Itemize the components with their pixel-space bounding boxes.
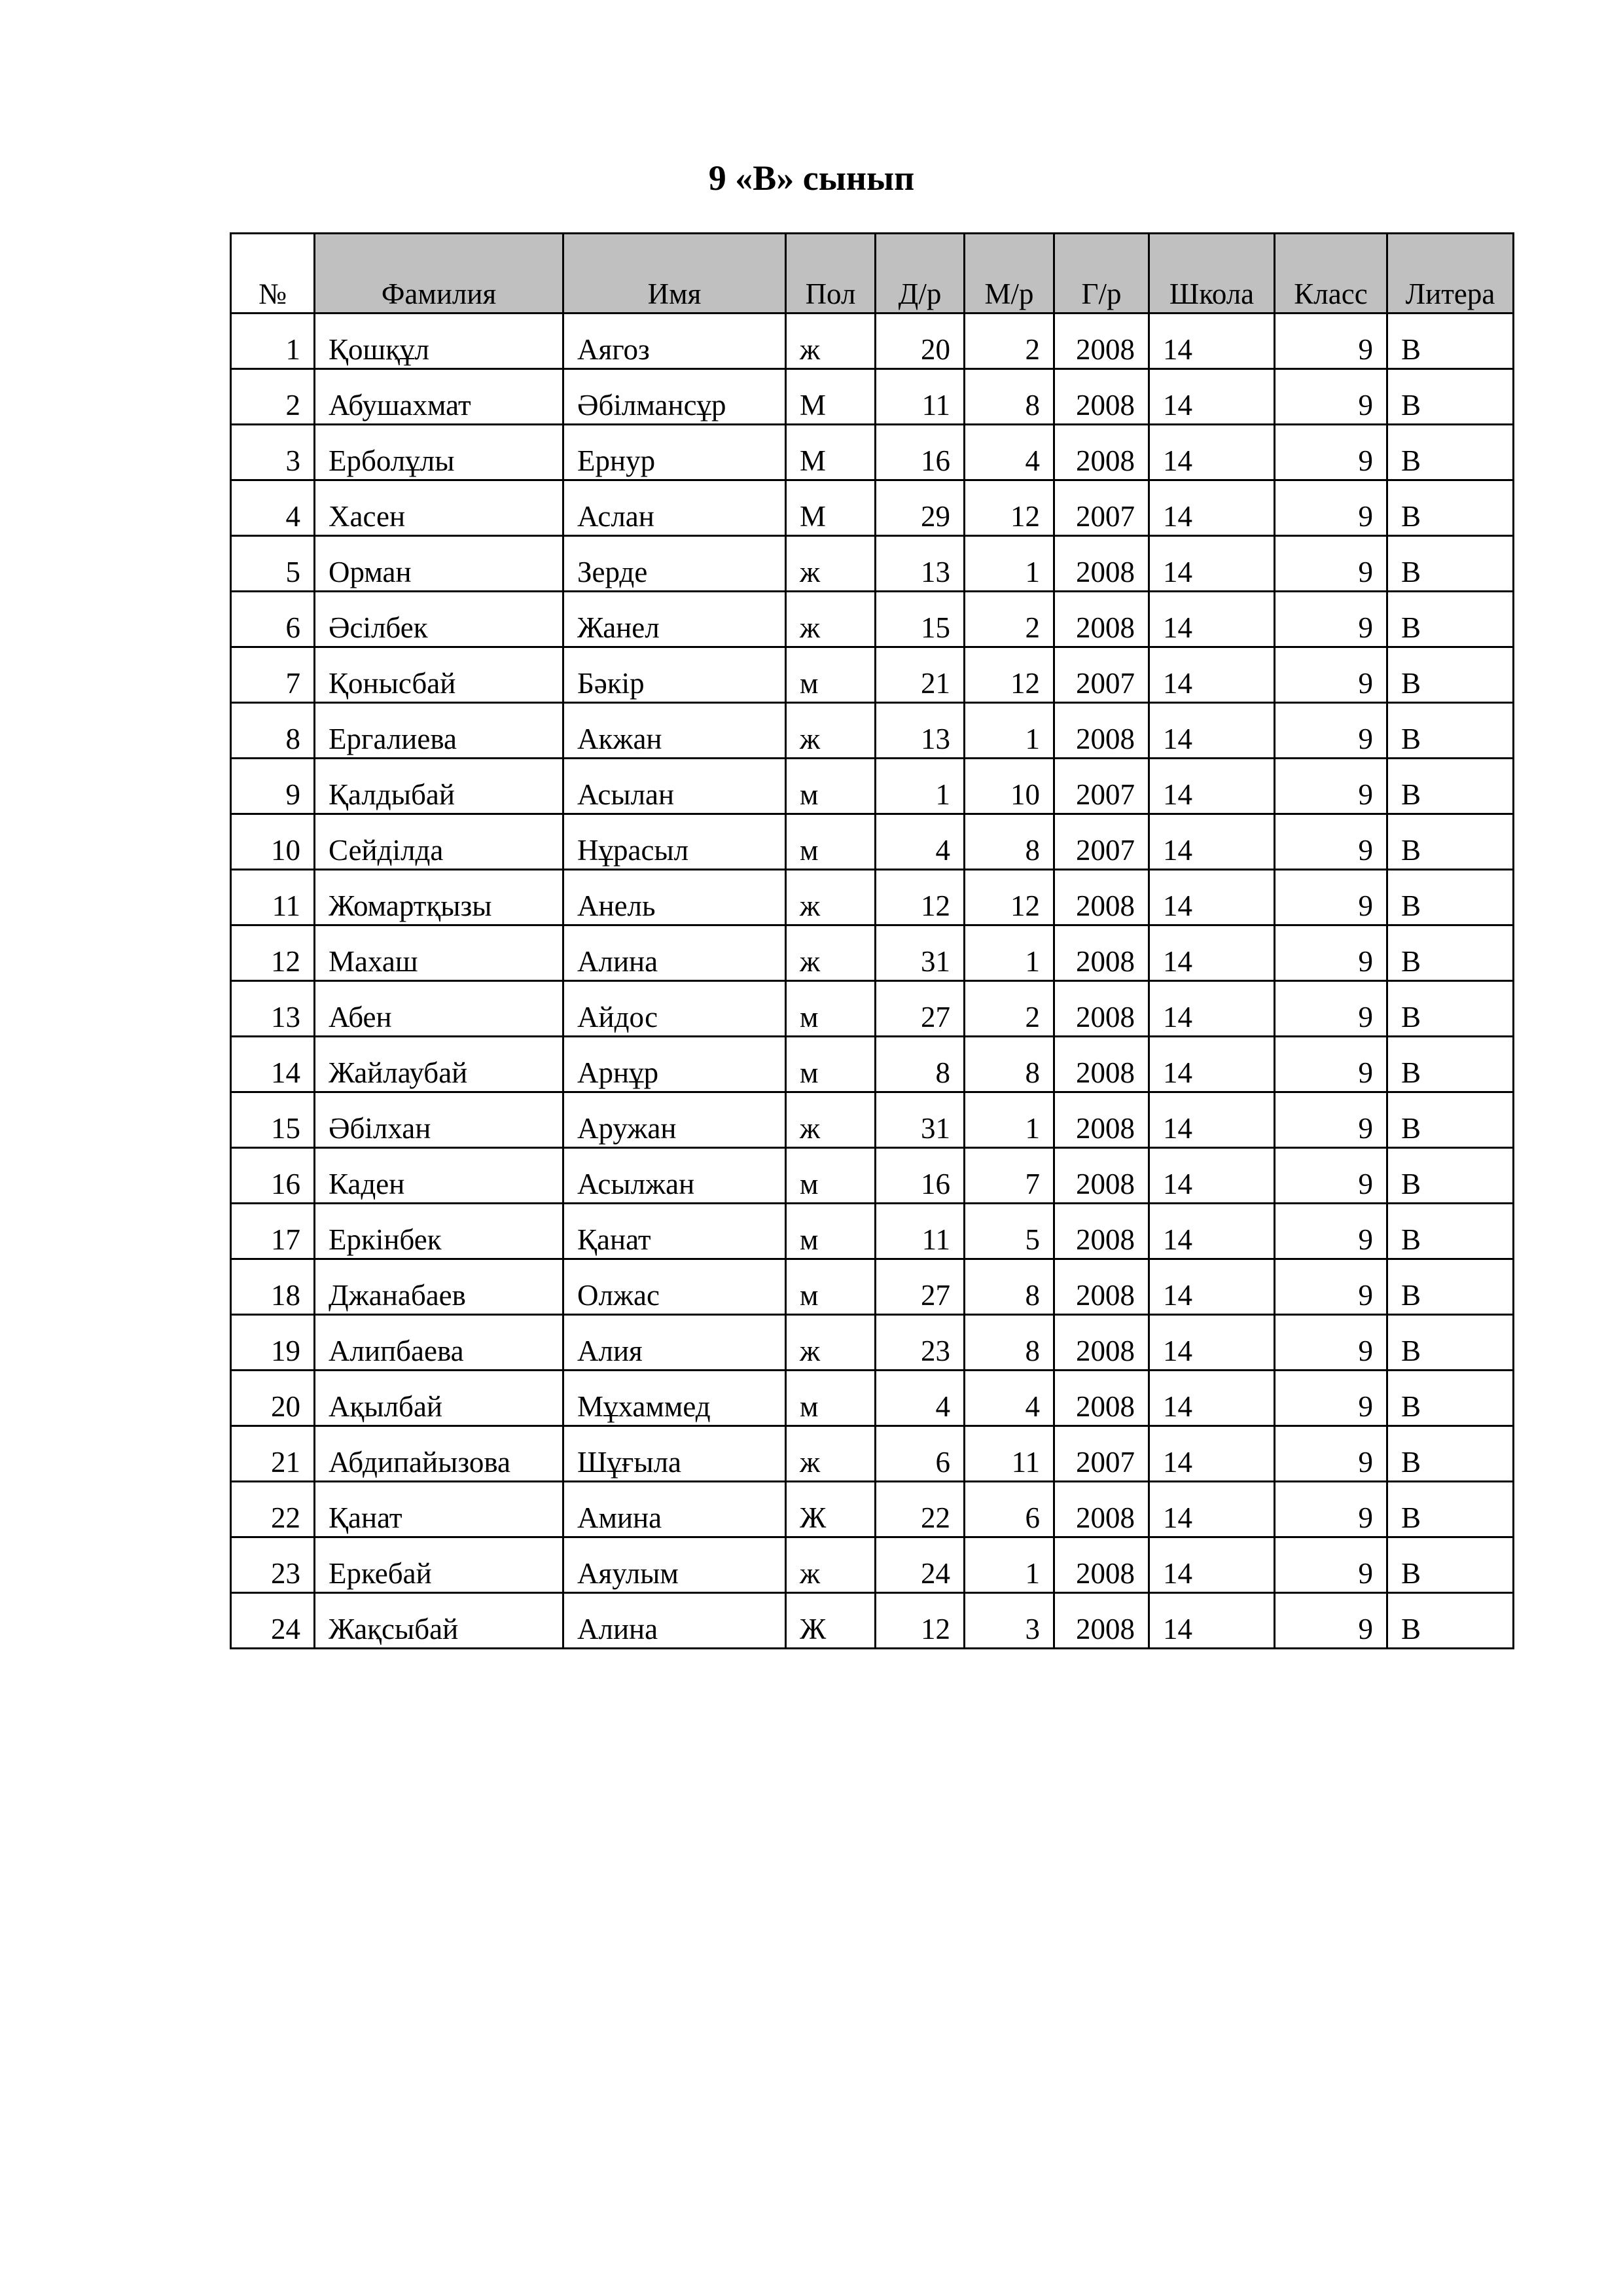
table-row [231, 536, 1514, 592]
cell-birth-month: 1 [965, 703, 1054, 759]
cell-surname: Қанат [315, 1482, 563, 1537]
cell-name: Олжас [563, 1259, 786, 1315]
cell-number: 7 [231, 647, 315, 703]
cell-school: 14 [1149, 925, 1275, 981]
cell-gender: ж [786, 536, 876, 592]
cell-letter: В [1387, 425, 1514, 480]
cell-class: 9 [1275, 1148, 1387, 1204]
cell-name: Аслан [563, 480, 786, 536]
cell-letter: В [1387, 1482, 1514, 1537]
cell-letter: В [1387, 981, 1514, 1037]
cell-gender: м [786, 1204, 876, 1259]
cell-letter: В [1387, 1259, 1514, 1315]
cell-birth-day: 13 [876, 703, 965, 759]
cell-name: Алина [563, 1593, 786, 1649]
column-header-birth-year: Г/р [1054, 234, 1149, 314]
cell-class: 9 [1275, 480, 1387, 536]
cell-class: 9 [1275, 1371, 1387, 1426]
cell-gender: м [786, 1371, 876, 1426]
cell-birth-year: 2008 [1054, 592, 1149, 647]
cell-class: 9 [1275, 1315, 1387, 1371]
cell-birth-year: 2008 [1054, 314, 1149, 369]
cell-birth-year: 2008 [1054, 1593, 1149, 1649]
cell-gender: ж [786, 592, 876, 647]
cell-surname: Сейділда [315, 814, 563, 870]
cell-letter: В [1387, 1148, 1514, 1204]
cell-surname: Алипбаева [315, 1315, 563, 1371]
cell-birth-year: 2007 [1054, 1426, 1149, 1482]
table-body [231, 314, 1514, 1649]
cell-letter: В [1387, 925, 1514, 981]
cell-birth-year: 2008 [1054, 1482, 1149, 1537]
cell-birth-year: 2008 [1054, 1092, 1149, 1148]
cell-birth-month: 8 [965, 814, 1054, 870]
cell-birth-day: 24 [876, 1537, 965, 1593]
cell-birth-day: 1 [876, 759, 965, 814]
cell-surname: Махаш [315, 925, 563, 981]
cell-birth-year: 2008 [1054, 925, 1149, 981]
cell-birth-year: 2008 [1054, 870, 1149, 925]
cell-birth-day: 13 [876, 536, 965, 592]
table-row [231, 870, 1514, 925]
cell-birth-year: 2008 [1054, 425, 1149, 480]
cell-gender: м [786, 759, 876, 814]
cell-birth-month: 8 [965, 1315, 1054, 1371]
cell-class: 9 [1275, 814, 1387, 870]
cell-name: Аружан [563, 1092, 786, 1148]
cell-birth-month: 1 [965, 1537, 1054, 1593]
cell-name: Арнұр [563, 1037, 786, 1092]
cell-school: 14 [1149, 1593, 1275, 1649]
cell-name: Айдос [563, 981, 786, 1037]
cell-name: Ернур [563, 425, 786, 480]
cell-class: 9 [1275, 425, 1387, 480]
cell-name: Зерде [563, 536, 786, 592]
cell-letter: В [1387, 1426, 1514, 1482]
page-title: 9 «В» сынып [708, 158, 915, 198]
cell-name: Қанат [563, 1204, 786, 1259]
cell-number: 11 [231, 870, 315, 925]
cell-birth-year: 2007 [1054, 647, 1149, 703]
cell-class: 9 [1275, 1426, 1387, 1482]
cell-surname: Абен [315, 981, 563, 1037]
cell-gender: м [786, 647, 876, 703]
cell-school: 14 [1149, 1371, 1275, 1426]
cell-gender: ж [786, 1426, 876, 1482]
table-row [231, 480, 1514, 536]
cell-school: 14 [1149, 536, 1275, 592]
cell-gender: ж [786, 314, 876, 369]
cell-school: 14 [1149, 759, 1275, 814]
cell-letter: В [1387, 536, 1514, 592]
cell-number: 10 [231, 814, 315, 870]
cell-name: Амина [563, 1482, 786, 1537]
cell-class: 9 [1275, 981, 1387, 1037]
table-row [231, 981, 1514, 1037]
cell-number: 17 [231, 1204, 315, 1259]
column-header-school: Школа [1149, 234, 1275, 314]
cell-class: 9 [1275, 647, 1387, 703]
cell-school: 14 [1149, 1092, 1275, 1148]
cell-birth-month: 2 [965, 314, 1054, 369]
cell-birth-month: 8 [965, 1037, 1054, 1092]
cell-number: 24 [231, 1593, 315, 1649]
cell-gender: м [786, 1259, 876, 1315]
cell-number: 20 [231, 1371, 315, 1426]
cell-birth-month: 7 [965, 1148, 1054, 1204]
table-row [231, 703, 1514, 759]
cell-school: 14 [1149, 1482, 1275, 1537]
cell-name: Асылжан [563, 1148, 786, 1204]
cell-number: 6 [231, 592, 315, 647]
cell-name: Алина [563, 925, 786, 981]
cell-school: 14 [1149, 1148, 1275, 1204]
cell-birth-year: 2008 [1054, 1204, 1149, 1259]
cell-birth-day: 31 [876, 925, 965, 981]
table-row [231, 1593, 1514, 1649]
cell-gender: м [786, 1148, 876, 1204]
cell-gender: М [786, 425, 876, 480]
cell-class: 9 [1275, 592, 1387, 647]
cell-birth-day: 27 [876, 1259, 965, 1315]
cell-surname: Әсілбек [315, 592, 563, 647]
cell-letter: В [1387, 1092, 1514, 1148]
cell-birth-day: 12 [876, 1593, 965, 1649]
cell-gender: м [786, 1037, 876, 1092]
table-row [231, 925, 1514, 981]
table-header-row [231, 234, 1514, 314]
cell-school: 14 [1149, 1537, 1275, 1593]
cell-class: 9 [1275, 925, 1387, 981]
table-row [231, 425, 1514, 480]
cell-surname: Хасен [315, 480, 563, 536]
cell-surname: Жомартқызы [315, 870, 563, 925]
cell-birth-month: 1 [965, 1092, 1054, 1148]
cell-letter: В [1387, 369, 1514, 425]
cell-letter: В [1387, 314, 1514, 369]
cell-class: 9 [1275, 1204, 1387, 1259]
cell-school: 14 [1149, 814, 1275, 870]
table-row [231, 1148, 1514, 1204]
cell-gender: Ж [786, 1482, 876, 1537]
cell-gender: м [786, 981, 876, 1037]
cell-surname: Қонысбай [315, 647, 563, 703]
cell-letter: В [1387, 1371, 1514, 1426]
cell-school: 14 [1149, 1204, 1275, 1259]
cell-birth-month: 4 [965, 425, 1054, 480]
cell-birth-year: 2008 [1054, 1037, 1149, 1092]
cell-number: 2 [231, 369, 315, 425]
cell-birth-year: 2008 [1054, 369, 1149, 425]
cell-birth-year: 2008 [1054, 981, 1149, 1037]
cell-surname: Әбілхан [315, 1092, 563, 1148]
column-header-gender: Пол [786, 234, 876, 314]
cell-birth-month: 1 [965, 536, 1054, 592]
cell-birth-day: 12 [876, 870, 965, 925]
cell-number: 14 [231, 1037, 315, 1092]
cell-gender: ж [786, 1092, 876, 1148]
student-roster-table [230, 232, 1514, 1649]
cell-gender: ж [786, 870, 876, 925]
table-row [231, 1482, 1514, 1537]
cell-letter: В [1387, 1315, 1514, 1371]
cell-gender: ж [786, 925, 876, 981]
column-header-birth-month: М/р [965, 234, 1054, 314]
cell-surname: Абушахмат [315, 369, 563, 425]
cell-gender: ж [786, 1315, 876, 1371]
cell-birth-month: 10 [965, 759, 1054, 814]
cell-name: Мұхаммед [563, 1371, 786, 1426]
cell-gender: м [786, 814, 876, 870]
cell-letter: В [1387, 703, 1514, 759]
cell-birth-day: 22 [876, 1482, 965, 1537]
cell-class: 9 [1275, 1259, 1387, 1315]
table-row [231, 369, 1514, 425]
column-header-class: Класс [1275, 234, 1387, 314]
cell-school: 14 [1149, 314, 1275, 369]
cell-birth-year: 2008 [1054, 1371, 1149, 1426]
cell-class: 9 [1275, 1537, 1387, 1593]
table-row [231, 314, 1514, 369]
cell-number: 1 [231, 314, 315, 369]
cell-surname: Жайлаубай [315, 1037, 563, 1092]
cell-class: 9 [1275, 870, 1387, 925]
cell-number: 21 [231, 1426, 315, 1482]
cell-school: 14 [1149, 870, 1275, 925]
cell-number: 4 [231, 480, 315, 536]
cell-letter: В [1387, 1037, 1514, 1092]
cell-name: Нұрасыл [563, 814, 786, 870]
cell-school: 14 [1149, 1426, 1275, 1482]
cell-surname: Каден [315, 1148, 563, 1204]
column-header-surname: Фамилия [315, 234, 563, 314]
cell-name: Аягоз [563, 314, 786, 369]
cell-school: 14 [1149, 1037, 1275, 1092]
cell-surname: Ақылбай [315, 1371, 563, 1426]
cell-name: Жанел [563, 592, 786, 647]
table-row [231, 1092, 1514, 1148]
table-row [231, 1371, 1514, 1426]
cell-school: 14 [1149, 647, 1275, 703]
cell-number: 23 [231, 1537, 315, 1593]
cell-birth-month: 4 [965, 1371, 1054, 1426]
cell-birth-month: 6 [965, 1482, 1054, 1537]
cell-surname: Еркінбек [315, 1204, 563, 1259]
cell-birth-day: 16 [876, 425, 965, 480]
table-row [231, 1537, 1514, 1593]
cell-school: 14 [1149, 592, 1275, 647]
cell-letter: В [1387, 814, 1514, 870]
cell-birth-month: 12 [965, 480, 1054, 536]
cell-letter: В [1387, 870, 1514, 925]
cell-birth-month: 11 [965, 1426, 1054, 1482]
cell-class: 9 [1275, 314, 1387, 369]
cell-school: 14 [1149, 1315, 1275, 1371]
cell-class: 9 [1275, 1482, 1387, 1537]
cell-birth-day: 20 [876, 314, 965, 369]
cell-birth-year: 2007 [1054, 759, 1149, 814]
table-row [231, 814, 1514, 870]
cell-birth-month: 8 [965, 369, 1054, 425]
cell-birth-day: 4 [876, 814, 965, 870]
table-row [231, 759, 1514, 814]
cell-name: Шұғыла [563, 1426, 786, 1482]
cell-birth-month: 12 [965, 647, 1054, 703]
cell-surname: Жақсыбай [315, 1593, 563, 1649]
column-header-letter: Литера [1387, 234, 1514, 314]
column-header-name: Имя [563, 234, 786, 314]
cell-birth-day: 27 [876, 981, 965, 1037]
cell-birth-day: 23 [876, 1315, 965, 1371]
table-row [231, 1259, 1514, 1315]
cell-surname: Ергалиева [315, 703, 563, 759]
cell-birth-year: 2008 [1054, 1537, 1149, 1593]
cell-number: 13 [231, 981, 315, 1037]
cell-gender: М [786, 369, 876, 425]
cell-surname: Ерболұлы [315, 425, 563, 480]
cell-birth-day: 21 [876, 647, 965, 703]
cell-letter: В [1387, 592, 1514, 647]
cell-number: 15 [231, 1092, 315, 1148]
cell-birth-day: 16 [876, 1148, 965, 1204]
cell-name: Асылан [563, 759, 786, 814]
cell-birth-year: 2007 [1054, 814, 1149, 870]
cell-birth-month: 8 [965, 1259, 1054, 1315]
cell-birth-day: 8 [876, 1037, 965, 1092]
cell-class: 9 [1275, 703, 1387, 759]
cell-name: Акжан [563, 703, 786, 759]
cell-gender: Ж [786, 1593, 876, 1649]
cell-name: Анель [563, 870, 786, 925]
table-row [231, 1426, 1514, 1482]
cell-school: 14 [1149, 703, 1275, 759]
table-row [231, 1204, 1514, 1259]
cell-surname: Қошқұл [315, 314, 563, 369]
cell-birth-year: 2008 [1054, 536, 1149, 592]
cell-number: 9 [231, 759, 315, 814]
cell-letter: В [1387, 1537, 1514, 1593]
cell-class: 9 [1275, 1092, 1387, 1148]
cell-surname: Орман [315, 536, 563, 592]
cell-birth-day: 29 [876, 480, 965, 536]
cell-birth-day: 15 [876, 592, 965, 647]
cell-number: 16 [231, 1148, 315, 1204]
cell-gender: М [786, 480, 876, 536]
cell-number: 18 [231, 1259, 315, 1315]
column-header-number: № [231, 234, 315, 314]
cell-letter: В [1387, 647, 1514, 703]
cell-birth-year: 2008 [1054, 1315, 1149, 1371]
cell-birth-month: 1 [965, 925, 1054, 981]
cell-birth-year: 2008 [1054, 1148, 1149, 1204]
cell-number: 8 [231, 703, 315, 759]
cell-number: 5 [231, 536, 315, 592]
cell-school: 14 [1149, 369, 1275, 425]
cell-class: 9 [1275, 759, 1387, 814]
cell-school: 14 [1149, 425, 1275, 480]
cell-surname: Еркебай [315, 1537, 563, 1593]
cell-name: Аяулым [563, 1537, 786, 1593]
cell-birth-year: 2007 [1054, 480, 1149, 536]
cell-birth-month: 2 [965, 981, 1054, 1037]
cell-number: 19 [231, 1315, 315, 1371]
cell-birth-month: 5 [965, 1204, 1054, 1259]
cell-birth-day: 11 [876, 1204, 965, 1259]
cell-letter: В [1387, 1204, 1514, 1259]
cell-class: 9 [1275, 369, 1387, 425]
cell-birth-day: 4 [876, 1371, 965, 1426]
cell-birth-month: 3 [965, 1593, 1054, 1649]
cell-birth-day: 11 [876, 369, 965, 425]
cell-school: 14 [1149, 981, 1275, 1037]
cell-letter: В [1387, 1593, 1514, 1649]
cell-name: Алия [563, 1315, 786, 1371]
cell-surname: Джанабаев [315, 1259, 563, 1315]
cell-birth-day: 6 [876, 1426, 965, 1482]
cell-birth-day: 31 [876, 1092, 965, 1148]
cell-school: 14 [1149, 1259, 1275, 1315]
cell-number: 3 [231, 425, 315, 480]
cell-name: Әбілмансұр [563, 369, 786, 425]
table-row [231, 1037, 1514, 1092]
cell-birth-year: 2008 [1054, 1259, 1149, 1315]
cell-gender: ж [786, 1537, 876, 1593]
cell-birth-year: 2008 [1054, 703, 1149, 759]
cell-letter: В [1387, 759, 1514, 814]
column-header-birth-day: Д/р [876, 234, 965, 314]
cell-class: 9 [1275, 1037, 1387, 1092]
cell-number: 22 [231, 1482, 315, 1537]
cell-number: 12 [231, 925, 315, 981]
cell-school: 14 [1149, 480, 1275, 536]
cell-class: 9 [1275, 1593, 1387, 1649]
cell-surname: Қалдыбай [315, 759, 563, 814]
cell-letter: В [1387, 480, 1514, 536]
cell-birth-month: 12 [965, 870, 1054, 925]
table-row [231, 647, 1514, 703]
cell-birth-month: 2 [965, 592, 1054, 647]
table-row [231, 592, 1514, 647]
cell-name: Бәкір [563, 647, 786, 703]
cell-gender: ж [786, 703, 876, 759]
cell-surname: Абдипайызова [315, 1426, 563, 1482]
table-row [231, 1315, 1514, 1371]
cell-class: 9 [1275, 536, 1387, 592]
